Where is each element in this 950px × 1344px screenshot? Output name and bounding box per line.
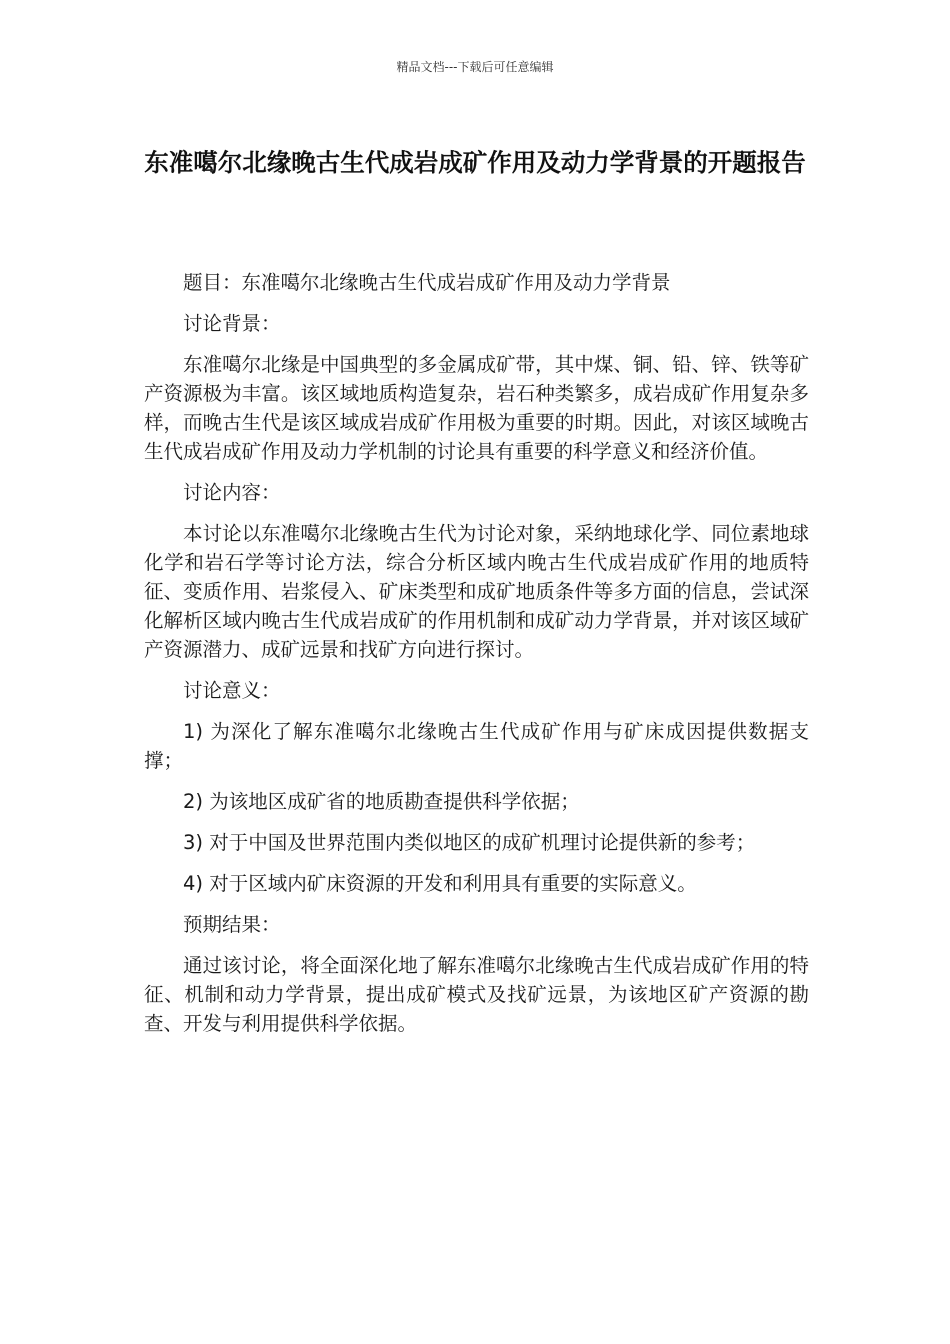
document-title: 东准噶尔北缘晚古生代成岩成矿作用及动力学背景的开题报告	[144, 148, 806, 177]
section-heading-background: 讨论背景：	[183, 312, 281, 335]
significance-item-4: 4) 对于区域内矿床资源的开发和利用具有重要的实际意义。	[183, 872, 697, 895]
background-paragraph: 东准噶尔北缘是中国典型的多金属成矿带，其中煤、铜、铅、锌、铁等矿产资源极为丰富。该区域地质构造复杂，岩石种类繁多，成岩成矿作用复杂多样，而晚古生代是该区域成岩成矿作用极为重要的时期。因此，对该区域晚古生代成岩成矿作用及动力学机制的讨论具有重要的科学意义和经济价值。	[144, 353, 809, 463]
content-paragraph: 本讨论以东准噶尔北缘晚古生代为讨论对象，采纳地球化学、同位素地球化学和岩石学等讨论方法，综合分析区域内晚古生代成岩成矿作用的地质特征、变质作用、岩浆侵入、矿床类型和成矿地质条件等多方面的信息，尝试深化解析区域内晚古生代成岩成矿的作用机制和成矿动力学背景，并对该区域矿产资源潜力、成矿远景和找矿方向进行探讨。	[144, 522, 809, 661]
significance-item-2: 2) 为该地区成矿省的地质勘查提供科学依据；	[183, 790, 580, 813]
section-heading-results: 预期结果：	[183, 913, 281, 936]
topic-line: 题目：东准噶尔北缘晚古生代成岩成矿作用及动力学背景	[183, 271, 671, 294]
section-heading-significance: 讨论意义：	[183, 679, 281, 702]
significance-item-1: 1) 为深化了解东准噶尔北缘晚古生代成矿作用与矿床成因提供数据支撑；	[144, 720, 809, 772]
header-note: 精品文档---下载后可任意编辑	[396, 60, 554, 74]
significance-item-3: 3) 对于中国及世界范围内类似地区的成矿机理讨论提供新的参考；	[183, 831, 756, 854]
document-body	[144, 268, 809, 1050]
results-paragraph: 通过该讨论，将全面深化地了解东准噶尔北缘晚古生代成岩成矿作用的特征、机制和动力学背景，提出成矿模式及找矿远景，为该地区矿产资源的勘查、开发与利用提供科学依据。	[144, 954, 809, 1035]
section-heading-content: 讨论内容：	[183, 481, 281, 504]
